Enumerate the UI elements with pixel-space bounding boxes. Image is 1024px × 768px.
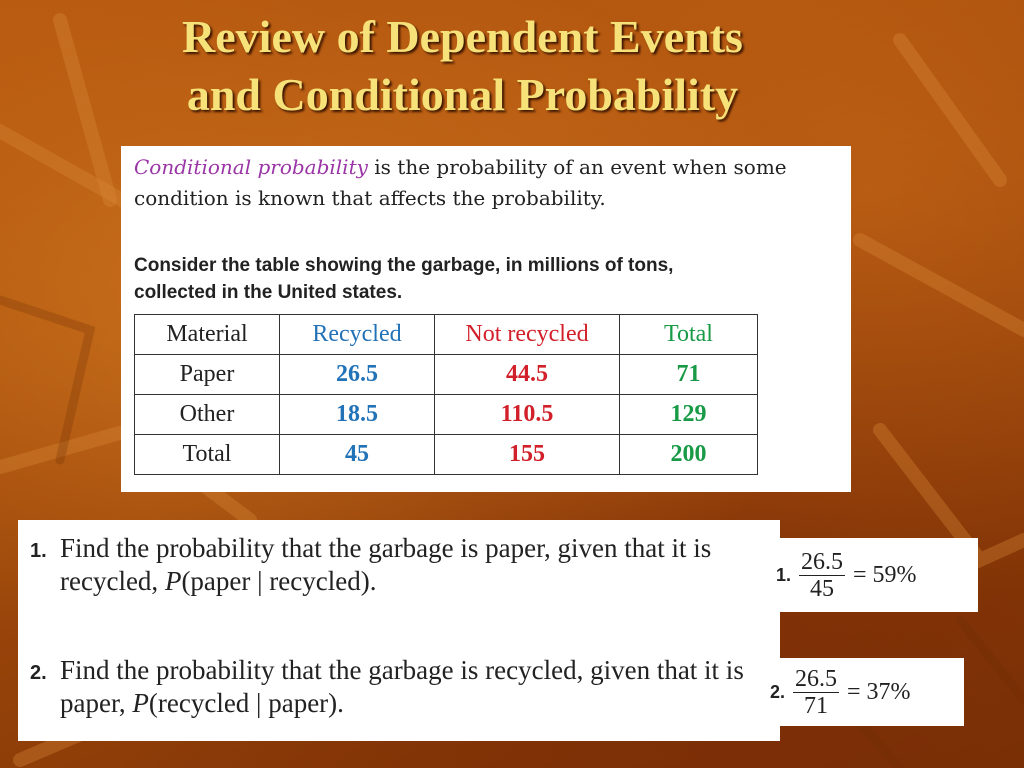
cell-recycled: 26.5 (280, 355, 435, 395)
cell-not-recycled: 155 (435, 435, 620, 475)
question-number: 2. (30, 662, 47, 684)
header-recycled: Recycled (280, 315, 435, 355)
row-label: Paper (135, 355, 280, 395)
answer-1 (776, 538, 917, 612)
questions-card (18, 520, 780, 741)
answer-fraction (793, 666, 839, 719)
answer-1-card (766, 538, 978, 612)
garbage-table (134, 314, 758, 475)
fraction-numerator: 26.5 (801, 548, 844, 575)
definition-body: is the probability of an event when some condition is known that affects the probability. (134, 155, 787, 210)
table-row (135, 395, 758, 435)
question-text (60, 654, 760, 720)
table-header-row (135, 315, 758, 355)
answer-2-card (760, 658, 964, 726)
slide-title (0, 8, 925, 124)
answer-result: = 59% (853, 561, 917, 588)
definition-text (134, 152, 844, 214)
fraction-denominator: 71 (804, 692, 829, 719)
question-body: Find the probability that the garbage is paper, given that it is recycled, (60, 533, 712, 596)
probability-notation: (recycled | paper). (148, 688, 344, 718)
probability-notation: (paper | recycled). (181, 566, 377, 596)
header-material: Material (135, 315, 280, 355)
header-total: Total (620, 315, 758, 355)
cell-not-recycled: 44.5 (435, 355, 620, 395)
row-label: Other (135, 395, 280, 435)
term-conditional-probability: Conditional probability (134, 155, 368, 179)
cell-recycled: 18.5 (280, 395, 435, 435)
answer-2 (770, 658, 911, 726)
fraction-denominator: 45 (810, 575, 835, 602)
row-label: Total (135, 435, 280, 475)
cell-recycled: 45 (280, 435, 435, 475)
question-1 (30, 532, 770, 598)
answer-result: = 37% (847, 678, 911, 705)
cell-total: 200 (620, 435, 758, 475)
answer-fraction (799, 549, 845, 602)
title-line-1: Review of Dependent Events (182, 11, 743, 62)
cell-not-recycled: 110.5 (435, 395, 620, 435)
fraction-numerator: 26.5 (795, 665, 838, 692)
definition-card (121, 146, 851, 492)
question-2 (30, 654, 770, 720)
table-row (135, 435, 758, 475)
question-text (60, 532, 760, 598)
answer-number: 1. (776, 564, 792, 585)
header-not-recycled: Not recycled (435, 315, 620, 355)
probability-symbol: P (164, 566, 182, 596)
answer-number: 2. (770, 681, 786, 702)
probability-symbol: P (132, 688, 149, 718)
table-description: Consider the table showing the garbage, in millions of tons, collected in the United states. (134, 255, 674, 303)
question-body: Find the probability that the garbage is recycled, given that it is paper, (60, 655, 744, 718)
question-number: 1. (30, 540, 47, 562)
table-row (135, 355, 758, 395)
cell-total: 71 (620, 355, 758, 395)
cell-total: 129 (620, 395, 758, 435)
title-line-2: and Conditional Probability (186, 69, 739, 120)
